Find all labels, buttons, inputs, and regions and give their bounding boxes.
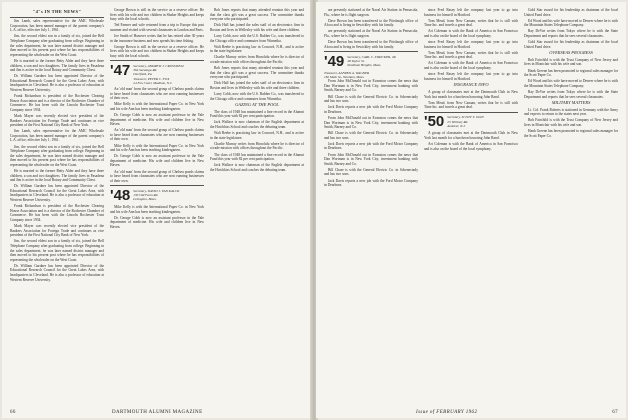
paragraph: Tom Mead, from New Canaan, writes that he is still with Time Inc. and travels a great deal. (424, 100, 518, 110)
paragraph: Hank Greene has been promoted to regional sales manager for the Scott Paper Co. (524, 68, 618, 78)
paragraph: Gold Star award for his leadership as chairman of the local United Fund drive. (524, 8, 618, 17)
paragraph: Dick Hall has joined the sales staff of an electronics firm in Boston and lives in Wellesley with his wife and three children. (210, 23, 304, 32)
right-column-3 (524, 8, 618, 402)
paragraph: The class of 1948 has maintained a fine record in the Alumni Fund this year with 82 per cent participation. (210, 109, 304, 119)
paragraph: Mike Kelly is with the International Paper Co. in New York and his wife Ann has been teaching kindergarten. (110, 102, 204, 111)
paragraph: Hank Greene has been promoted to regional sales manager for the Scott Paper Co. (524, 129, 618, 138)
secretary-info (347, 55, 396, 68)
divider (10, 17, 104, 18)
paragraph: Mike Kelly is with the International Paper Co. in New York and his wife Ann has been teaching kindergarten. (110, 143, 204, 153)
right-page (316, 2, 626, 418)
paragraph: Ted Farmer and wife returned from a trip to Europe this past summer and visited with several classmates in London and Paris. (110, 23, 204, 32)
paragraph: A group of classmates met at the Dartmouth Club in New York last month for a luncheon honoring John Rand. (424, 131, 518, 140)
paragraph: Ed Wood and his wife have moved to Denver where he is with the Mountain States Telephone Company. (524, 79, 618, 88)
paragraph: are presently stationed at the Naval Air Station in Pensacola, Fla., where he is flight surgeon. (324, 8, 418, 17)
section-subhead: MILITARY MATTERS (551, 100, 591, 106)
paragraph: since Fred Rasey left the company last year to go into business for himself in Hartford. (424, 8, 518, 17)
paragraph: Gold Star award for his leadership as chairman of the local United Fund drive. (524, 40, 618, 49)
paragraph: Jim Lamb, sales representative for the AMC Wholesale Corporation, has been named manager of the parent company's L.A. office, effective July 1, 1961. (10, 19, 104, 33)
magazine-title: DARTMOUTH ALUMNI MAGAZINE (112, 410, 203, 415)
paragraph: Charlie Murray writes from Honolulu where he is director of a trade mission with offices throughout the Pacific. (210, 55, 304, 64)
paragraph: Bill Chase is with the General Electric Co. in Schenectady and has two sons. (324, 167, 418, 177)
paragraph: Jack Wallace is now chairman of the English department at the Hotchkiss School and coaches the debating team. (210, 120, 304, 130)
divider (424, 112, 518, 113)
paragraph: Ray DeVoe writes from Tokyo where he is with the State Department and reports that he sees several classmates. (524, 89, 618, 99)
secretary-address: Secretary, DAVID J. VAN KALCK 130 Old Farm Rd. Lexington, Mass. (133, 188, 180, 202)
paragraph: Tom Mead, from New Canaan, writes that he is still with Time Inc. and travels a great deal. (424, 50, 518, 60)
paragraph: The class of 1948 has maintained a fine record in the Alumni Fund this year with 82 per cent participation. (210, 152, 304, 162)
paragraph: Mark Mayer was recently elected vice president of the Bankers Association for Foreign Trade and continues as vice president of the First National City Bank of New York. (10, 113, 104, 128)
left-column-3 (210, 8, 304, 402)
treasurer-address: Treasurer, PETER C. FOX 24 Fox Court, Madison, N.J. (133, 76, 173, 85)
paragraph: Tom Mead, from New Canaan, writes that he is still with Time Inc. and travels a great deal. (424, 18, 518, 28)
class-header (324, 52, 418, 70)
paragraph: Dr. George Cobb is now an assistant professor in the Yale department of medicine. His wife and children live in New Haven. (110, 113, 204, 127)
treasurer-address: Treasurer, ALFRED A. WAGNER 182 Main St., Wenham, Mass. (324, 70, 370, 80)
paragraph: Bob Jones reports that many attended reunion this year and that the class gift was a great success. The committee thanks everyone who participated. (210, 8, 304, 22)
class-year: '48 (110, 186, 131, 204)
paragraph: Dave Brown has been transferred to the Pittsburgh office of Alcoa and is living in Sewickley with his family. (324, 40, 418, 49)
paragraph: Art Coleman is with the Bank of America in San Francisco and is also on the board of the local symphony. (424, 29, 518, 38)
class-header (110, 186, 204, 204)
paragraph: Dick Hall has joined the sales staff of an electronics firm in Boston and lives in Wellesley with his wife and three children. (210, 81, 304, 90)
section-subhead: INSURANCE INFO (453, 82, 489, 88)
paragraph: Bill Chase is with the General Electric Co. in Schenectady and has two sons. (324, 131, 418, 140)
section-subhead: GAZING AT THE POOL (235, 102, 279, 108)
paragraph: He is married to the former Betty Alder and they have three children, a son and two daughters. The family lives in Pasadena and Jim is active in the local Rotary and Community Chest. (10, 58, 104, 73)
paragraph: From John McDonald out in Evanston comes the news that Dan Wortman is in New York City, investment banking with Smith, Barney and Co. (324, 79, 418, 93)
paragraph: Jim, the second eldest son in a family of six, joined the Bell Telephone Company after graduating from college. Beginning in the sales department, he was later named district manager and then moved to his present post where he has responsibilities of representing the wholesaler on the West Coast. (10, 239, 104, 262)
paragraph: An 'old man' from the second group of Chelsea ponds claims to have heard from classmates who are now running businesses of their own. (110, 169, 204, 183)
paragraph: Dr. George Cobb is now an assistant professor in the Yale department of medicine. His wife and children live in New Haven. (110, 154, 204, 168)
paragraph: Charlie Murray writes from Honolulu where he is director of a trade mission with offices throughout the Pacific. (210, 141, 304, 151)
paragraph: Bob Fairchild is with the Trust Company of New Jersey and lives in Montclair with his wife and son. (524, 118, 618, 127)
secretary-address: Secretary, CARL C. STRICKER, JR. 48 Taylor St. Needham Heights, Mass. (347, 54, 397, 68)
paragraph: George Brown is still in the service as a reserve officer. He lives with his wife and two children in Shaker Heights and keeps busy with the local schools. (110, 8, 204, 22)
paragraph: are presently stationed at the Naval Air Station in Pensacola, Fla., where he is flight surgeon. (324, 29, 418, 38)
paragraph: From John McDonald out in Evanston comes the news that Dan Wortman is in New York City, investment banking with Smith, Barney and Co. (324, 152, 418, 166)
paragraph: Bill Chase is with the General Electric Co. in Schenectady and has two sons. (324, 94, 418, 104)
paragraph: Jim, the second eldest son in a family of six, joined the Bell Telephone Company after graduating from college. Beginning in the sales department, he was later named district manager and then moved to his present post where he has responsibilities of representing the wholesaler on the West Coast. (10, 144, 104, 167)
paragraph: Jack Davis reports a new job with the Ford Motor Company in Dearborn. (324, 178, 418, 188)
page-number: 66 (10, 410, 16, 415)
paragraph: Larry Cobb, now with the U.S. Rubber Co., was transferred to the Chicago office and commutes from Winnetka. (210, 92, 304, 101)
paragraph: Jim, the second eldest son in a family of six, joined the Bell Telephone Company after graduating from college. Beginning in the sales department, he was later named district manager and then moved to his present post where he has responsibilities of representing the wholesaler on the West Coast. (10, 34, 104, 57)
paragraph: An 'old man' from the second group of Chelsea ponds claims to have heard from classmates who are now running businesses of their own. (110, 87, 204, 101)
secretary-info (133, 64, 184, 85)
paragraph: Mike Kelly is with the International Paper Co. in New York and his wife Ann has been teaching kindergarten. (110, 204, 204, 214)
paragraph: George Brown is still in the service as a reserve officer. He lives with his wife and two children in Shaker Heights and keeps busy with the local schools. (110, 44, 204, 58)
left-page (2, 2, 312, 418)
paragraph: since Fred Rasey left the company last year to go into business for himself in Hartford. (424, 40, 518, 49)
paragraph: Walt Beebe is practicing law in Concord, N.H., and is active in the state legislature. (210, 44, 304, 54)
paragraph: Frank Richardson is president of the Rochester Clearing House Association and is a director of the Rochester Chamber of Commerce. He has been with the Lincoln Rochester Trust Company since 1934. (10, 94, 104, 112)
paragraph: Dr. William Gardner has been appointed Director of the Educational Research Council for the Great Lakes Area, with headquarters in Cleveland. He is also a professor of education at Western Reserve University. (10, 74, 104, 92)
paragraph: Jim Lamb, sales representative for the AMC Wholesale Corporation, has been named manager of the parent company's L.A. office, effective July 1, 1961. (10, 129, 104, 143)
secretary-address: Secretary, ANDREW J. CROSSWELL 364 Saratoga Rd. Deerfield, Pa. (133, 64, 185, 77)
divider (110, 185, 204, 186)
right-column-2 (424, 8, 518, 402)
paragraph: Larry Cobb, now with the U.S. Rubber Co., was transferred to the Chicago office and commutes from Winnetka. (210, 33, 304, 43)
paragraph: Art Coleman is with the Bank of America in San Francisco and is also on the board of the local symphony. (424, 142, 518, 151)
paragraph: Bob Jones reports that many attended reunion this year and that the class gift was a great success. The committee thanks everyone who participated. (210, 66, 304, 80)
section-subhead: OVERSEAS PROGRESS (549, 50, 593, 56)
paragraph: Frank Richardson is president of the Rochester Clearing House Association and is a director of the Rochester Chamber of Commerce. He has been with the Lincoln Rochester Trust Company since 1934. (10, 204, 104, 222)
class-year: '50 (424, 113, 445, 131)
paragraph: Joe Smith of Hanover writes that he has retired after 30 years in the insurance business and now spends his time fishing. (110, 33, 204, 43)
paragraph: Lt. Col. Frank Roberts is stationed in Germany with the Army and expects to return to the states next year. (524, 107, 618, 117)
class-header (424, 115, 518, 129)
paragraph: He is married to the former Betty Alder and they have three children, a son and two daughters. The family lives in Pasadena and Jim is active in the local Rotary and Community Chest. (10, 169, 104, 183)
paragraph: since Fred Rasey left the company last year to go into business for himself in Hartford. (424, 72, 518, 81)
paragraph: Dr. William Gardner has been appointed Director of the Educational Research Council for the Great Lakes Area, with headquarters in Cleveland. He is also a professor of education at Western Reserve University. (10, 263, 104, 282)
paragraph: Dr. William Gardner has been appointed Director of the Educational Research Council for the Great Lakes Area, with headquarters in Cleveland. He is also a professor of education at Western Reserve University. (10, 184, 104, 203)
paragraph: Dr. George Cobb is now an assistant professor in the Yale department of medicine. His wife and children live in New Haven. (110, 215, 204, 229)
paragraph: An 'old man' from the second group of Chelsea ponds claims to have heard from classmates who are now running businesses of their own. (110, 128, 204, 142)
class-year: '47 (110, 62, 131, 80)
issue-date: Issue of FEBRUARY 1962 (416, 410, 478, 415)
divider (324, 51, 418, 52)
secretary-info (133, 189, 179, 202)
column-heading: "4"s IN THE NEWS" (32, 9, 82, 14)
paragraph: Ray DeVoe writes from Tokyo where he is with the State Department and reports that he sees several classmates. (524, 29, 618, 38)
paragraph: A group of classmates met at the Dartmouth Club in New York last month for a luncheon honoring John Rand. (424, 89, 518, 99)
paragraph: Dave Brown has been transferred to the Pittsburgh office of Alcoa and is living in Sewickley with his family. (324, 18, 418, 28)
paragraph: Bob Fairchild is with the Trust Company of New Jersey and lives in Montclair with his wife and son. (524, 57, 618, 67)
paragraph: Jack Davis reports a new job with the Ford Motor Company in Dearborn. (324, 141, 418, 151)
paragraph: Mark Mayer was recently elected vice president of the Bankers Association for Foreign Trade and continues as vice president of the First National City Bank of New York. (10, 224, 104, 238)
divider (110, 60, 204, 61)
paragraph: Walt Beebe is practicing law in Concord, N.H., and is active in the state legislature. (210, 131, 304, 140)
paragraph: Jack Davis reports a new job with the Ford Motor Company in Dearborn. (324, 105, 418, 114)
page-number: 67 (612, 410, 618, 415)
paragraph: Ed Wood and his wife have moved to Denver where he is with the Mountain States Telephone Company. (524, 18, 618, 28)
paragraph: Art Coleman is with the Bank of America in San Francisco and is also on the board of the local symphony. (424, 61, 518, 71)
class-year: '49 (324, 52, 345, 70)
right-column-1 (324, 8, 418, 402)
left-column-2 (110, 8, 204, 402)
secretary-info (447, 115, 483, 128)
secretary-address: Secretary, SCOTT T. OLIN 25 Whitney Rd. Andover, N.J. (447, 115, 484, 128)
class-header (110, 64, 204, 85)
paragraph: Jack Wallace is now chairman of the English department at the Hotchkiss School and coaches the debating team. (210, 163, 304, 172)
left-column-1 (10, 8, 104, 402)
paragraph: From John McDonald out in Evanston comes the news that Dan Wortman is in New York City, investment banking with Smith, Barney and Co. (324, 115, 418, 130)
